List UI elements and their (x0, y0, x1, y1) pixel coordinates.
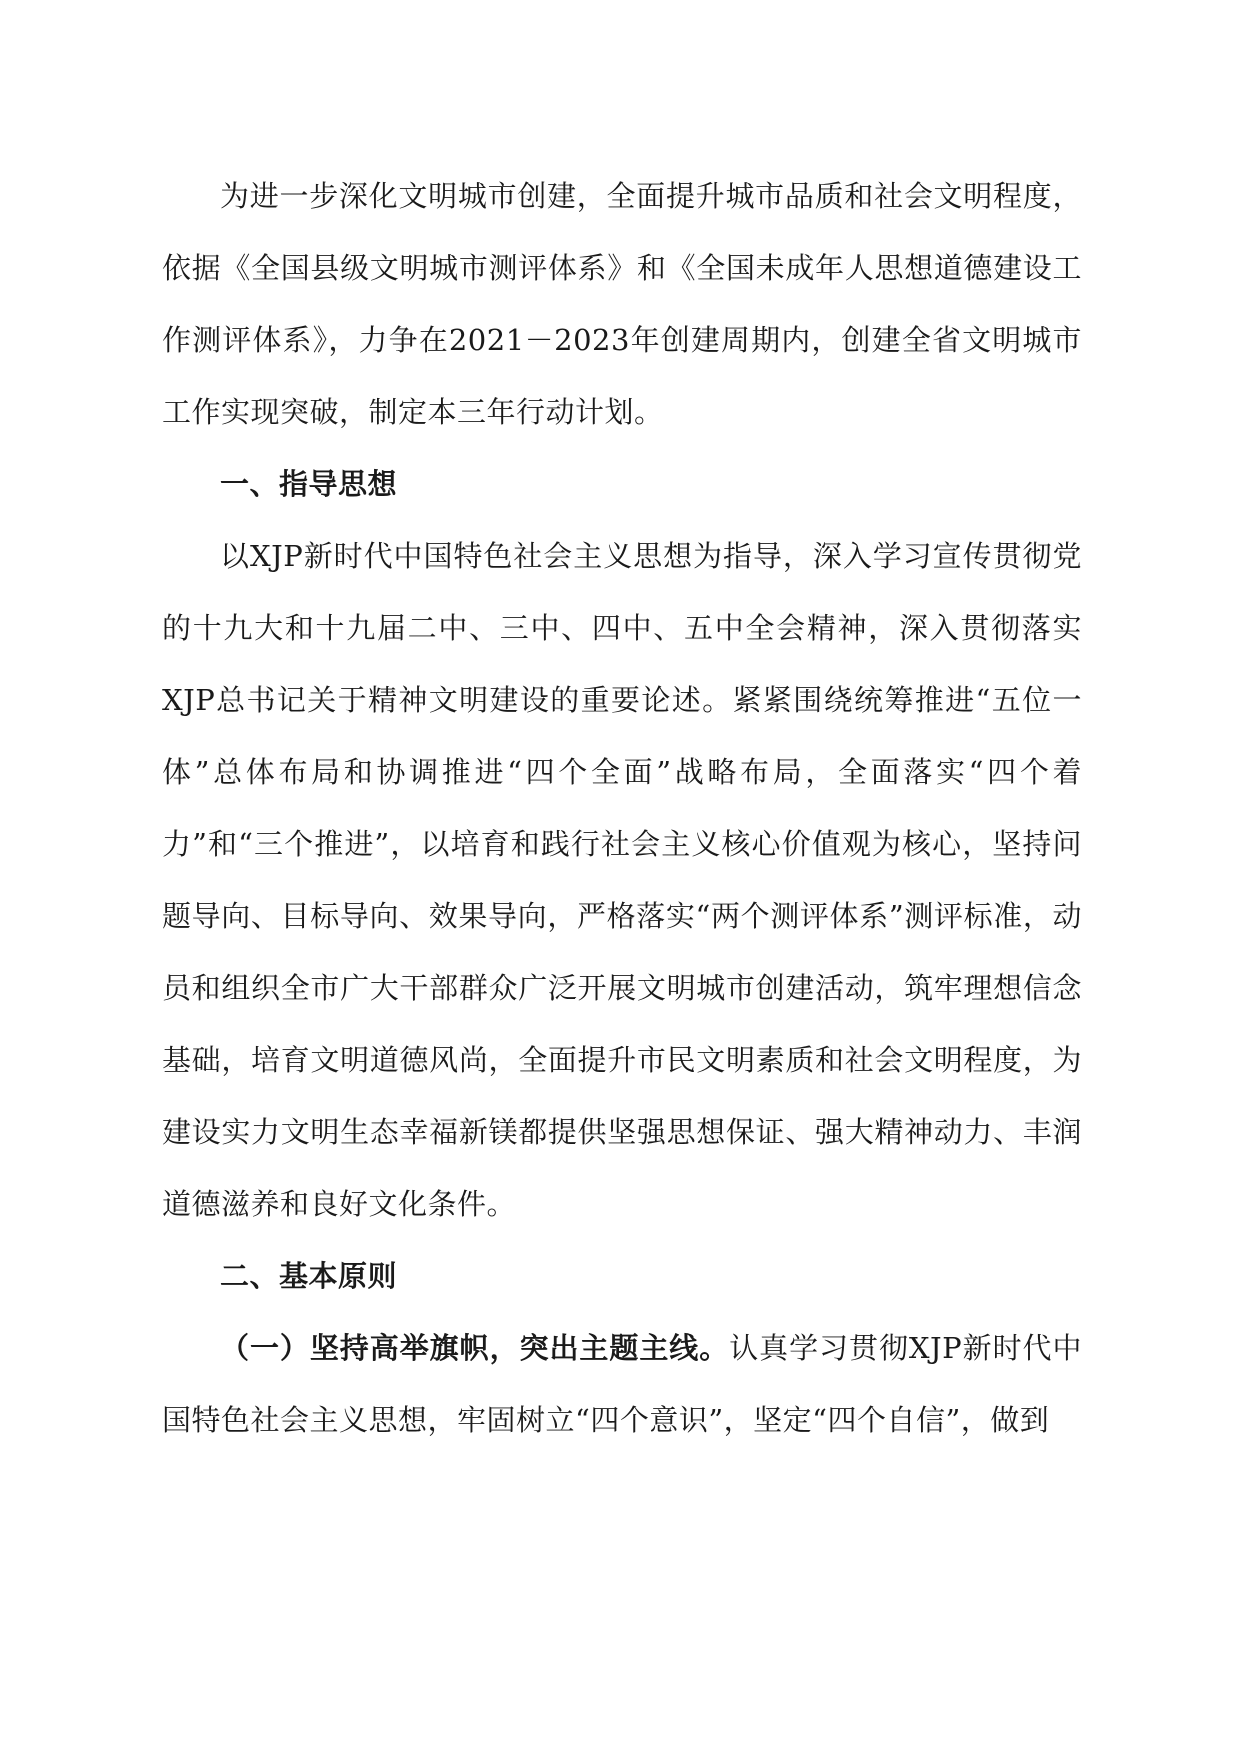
intro-paragraph: 为进一步深化文明城市创建，全面提升城市品质和社会文明程度，依据《全国县级文明城市测评体系》和《全国未成年人思想道德建设工作测评体系》，力争在2021－2023年创建周期内，创建全省文明城市工作实现突破，制定本三年行动计划。 (162, 179, 1082, 429)
principle-one-paragraph (162, 1312, 1082, 1456)
section-heading-basic-principles: 二、基本原则 (220, 1259, 398, 1293)
principle-one-body: 认真学习贯彻XJP新时代中国特色社会主义思想，牢固树立“四个意识”，坚定“四个自信”，做到 (162, 1331, 1082, 1437)
section-heading-guiding-ideology: 一、指导思想 (220, 467, 398, 501)
document-body (162, 160, 1082, 1456)
guiding-ideology-paragraph: 以XJP新时代中国特色社会主义思想为指导，深入学习宣传贯彻党的十九大和十九届二中、三中、四中、五中全会精神，深入贯彻落实XJP总书记关于精神文明建设的重要论述。紧紧围绕统筹推进“五位一体”总体布局和协调推进“四个全面”战略布局，全面落实“四个着力”和“三个推进”，以培育和践行社会主义核心价值观为核心，坚持问题导向、目标导向、效果导向，严格落实“两个测评体系”测评标准，动员和组织全市广大干部群众广泛开展文明城市创建活动，筑牢理想信念基础，培育文明道德风尚，全面提升市民文明素质和社会文明程度，为建设实力文明生态幸福新镁都提供坚强思想保证、强大精神动力、丰润道德滋养和良好文化条件。 (162, 539, 1082, 1221)
principle-one-lead: （一）坚持高举旗帜，突出主题主线。 (220, 1331, 730, 1365)
